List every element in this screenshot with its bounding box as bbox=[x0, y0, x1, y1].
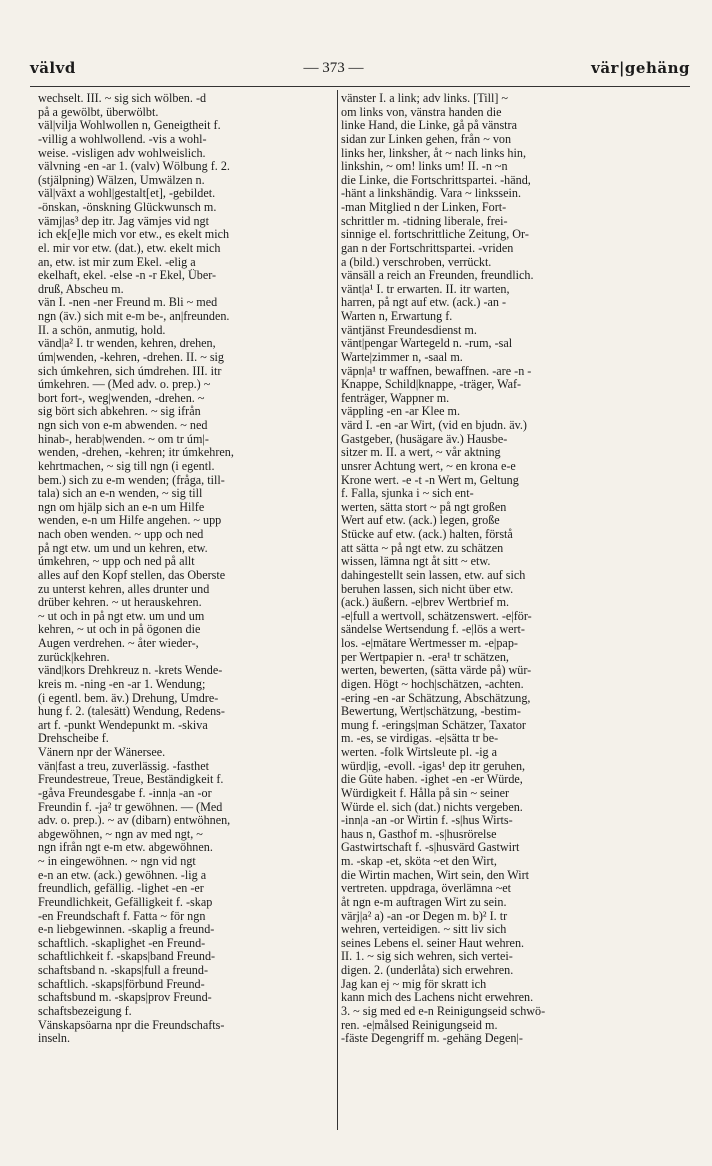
left-column bbox=[38, 92, 332, 1130]
entry-line: Wert auf etw. (ack.) legen, große bbox=[341, 514, 500, 528]
entry-line: sändelse Wertsendung f. -e|lös a wert- bbox=[341, 623, 525, 637]
entry-line: wenden, -drehen, -kehren; itr úmkehren, bbox=[38, 446, 234, 460]
entry-line: II. a schön, anmutig, hold. bbox=[38, 323, 166, 337]
entry-line: úm|wenden, -kehren, -drehen. II. ~ sig bbox=[38, 350, 224, 364]
entry-line: Vänskapsöarna npr die Freundschafts- bbox=[38, 1018, 225, 1032]
entry-line: adv. o. prep.). ~ av (dibarn) entwöhnen, bbox=[38, 814, 231, 828]
entry-line: nach oben wenden. ~ upp och ned bbox=[38, 528, 204, 541]
entry-line: Gastgeber, (husägare äv.) Hausbe- bbox=[341, 432, 508, 446]
entry-line: -hänt a linkshändig. Vara ~ linkssein. bbox=[341, 187, 521, 201]
entry-line: per Wertpapier n. -era¹ tr schätzen, bbox=[341, 650, 509, 664]
entry-line: åt ngn e-m auftragen Wirt zu sein. bbox=[341, 895, 507, 909]
entry-line: ren. -e|målsed Reinigungseid m. bbox=[341, 1018, 498, 1032]
entry-line: Warte|zimmer n, -saal m. bbox=[341, 350, 463, 364]
entry-line: värd I. -en -ar Wirt, (vid en bjudn. äv.) bbox=[341, 419, 527, 432]
entry-line: -önskan, -önskning Glückwunsch m. bbox=[38, 201, 217, 214]
entry-line: ngn (äv.) sich mit e-m be-, an|freunden. bbox=[38, 310, 230, 323]
entry-line: ich ek[e]le mich vor etw., es ekelt mich bbox=[38, 228, 230, 242]
entry-line: art f. -punkt Wendepunkt m. -skiva bbox=[38, 718, 208, 732]
entry-line: -villig a wohlwollend. -vis a wohl- bbox=[38, 132, 207, 146]
entry-line: bort fort-, weg|wenden, -drehen. ~ bbox=[38, 391, 205, 405]
entry-line: kreis m. -ning -en -ar 1. Wendung; bbox=[38, 677, 206, 691]
entry-line: die Linke, die Fortschrittspartei. -händ, bbox=[341, 173, 531, 187]
entry-line: -fäste Degengriff m. -gehäng Degen|- bbox=[341, 1032, 523, 1046]
entry-line: beruhen lassen, sich nicht über etw. bbox=[341, 582, 514, 596]
entry-line: ~ ut och in på ngt etw. um und um bbox=[38, 609, 205, 623]
entry-line: werten. -folk Wirtsleute pl. -ig a bbox=[341, 746, 498, 759]
entry-line: Jag kan ej ~ mig för skratt ich bbox=[341, 977, 487, 991]
entry-line: vänd|a² I. tr wenden, kehren, drehen, bbox=[38, 337, 216, 351]
entry-line: hinab-, herab|wenden. ~ om tr úm|- bbox=[38, 432, 209, 446]
entry-line: gan n der Fortschrittspartei. -vriden bbox=[341, 241, 514, 255]
entry-line: vämj|as³ dep itr. Jag vämjes vid ngt bbox=[38, 214, 209, 228]
entry-line: Freundlichkeit, Gefälligkeit f. -skap bbox=[38, 895, 213, 909]
entry-line: vänster I. a link; adv links. [Till] ~ bbox=[341, 92, 508, 105]
entry-line: wenden, e-n um Hilfe angehen. ~ upp bbox=[38, 514, 222, 528]
entry-line: f. Falla, sjunka i ~ sich ent- bbox=[341, 487, 474, 501]
entry-line: druß, Abscheu m. bbox=[38, 282, 124, 296]
entry-line: Knappe, Schild|knappe, -träger, Waf- bbox=[341, 378, 522, 392]
entry-line: linkshin, ~ om! links um! II. -n ~n bbox=[341, 160, 508, 174]
entry-line: harren, på ngt auf etw. (ack.) -an - bbox=[341, 296, 507, 310]
entry-line: Gastwirtschaft f. -s|husvärd Gastwirt bbox=[341, 841, 520, 855]
entry-line: schaftsband n. -skaps|full a freund- bbox=[38, 964, 208, 977]
entry-line: wissen, lämna ngt åt sitt ~ etw. bbox=[341, 555, 491, 569]
entry-line: sidan zur Linken gehen, från ~ von bbox=[341, 132, 512, 146]
entry-line: werten, bewerten, (sätta värde på) wür- bbox=[341, 664, 532, 678]
entry-line: Vänern npr der Wänersee. bbox=[38, 746, 166, 759]
entry-line: seines Lebens el. seiner Haut wehren. bbox=[341, 936, 525, 950]
entry-line: Warten n, Erwartung f. bbox=[341, 310, 453, 323]
entry-line: sig bört sich abkehren. ~ sig ifrån bbox=[38, 405, 201, 419]
entry-line: sitzer m. II. a wert, ~ vår aktning bbox=[341, 446, 501, 460]
entry-line: Augen verdrehen. ~ åter wieder-, bbox=[38, 637, 199, 650]
entry-line: weise. -visligen adv wohlweislich. bbox=[38, 146, 206, 160]
entry-line: väl|vilja Wohlwollen n, Geneigtheit f. bbox=[38, 119, 221, 133]
entry-line: links her, linksher, åt ~ nach links hin, bbox=[341, 146, 526, 160]
entry-line: kehrtmachen, ~ sig till ngn (i egentl. bbox=[38, 459, 215, 473]
entry-line: Würde el. sich (dat.) nichts vergeben. bbox=[341, 800, 523, 814]
entry-line: (ack.) äußern. -e|brev Wertbrief m. bbox=[341, 596, 510, 610]
entry-line: schrittler m. -tidning liberale, frei- bbox=[341, 214, 508, 228]
header-rule bbox=[30, 86, 690, 87]
entry-line: die Güte haben. -ighet -en -er Würde, bbox=[341, 773, 523, 787]
entry-line: schaftlichkeit f. -skaps|band Freund- bbox=[38, 950, 216, 964]
entry-line: hung f. 2. (talesätt) Wendung, Redens- bbox=[38, 705, 225, 719]
entry-line: Drehscheibe f. bbox=[38, 732, 109, 746]
entry-line: e-n an etw. (ack.) gewöhnen. -lig a bbox=[38, 868, 207, 882]
entry-line: Bewertung, Wert|schätzung, -bestim- bbox=[341, 705, 521, 719]
column-divider bbox=[337, 90, 338, 1130]
entry-line: på a gewölbt, überwölbt. bbox=[38, 105, 159, 119]
entry-line: välvning -en -ar 1. (valv) Wölbung f. 2. bbox=[38, 160, 230, 174]
entry-line: Krone wert. -e -t -n Wert m, Geltung bbox=[341, 473, 519, 487]
entry-line: zurück|kehren. bbox=[38, 650, 110, 664]
entry-line: vän I. -nen -ner Freund m. Bli ~ med bbox=[38, 296, 218, 310]
entry-line: schaftlich. -skaps|förbund Freund- bbox=[38, 977, 205, 991]
entry-line: el. mir vor etw. (dat.), etw. ekelt mich bbox=[38, 241, 221, 255]
entry-line: linke Hand, die Linke, gå på vänstra bbox=[341, 119, 517, 133]
entry-line: -ering -en -ar Schätzung, Abschätzung, bbox=[341, 691, 531, 705]
entry-line: úmkehren, ~ upp och ned på allt bbox=[38, 555, 195, 569]
entry-line: väntjänst Freundesdienst m. bbox=[341, 323, 477, 337]
entry-line: (stjälpning) Wälzen, Umwälzen n. bbox=[38, 173, 205, 187]
entry-line: inseln. bbox=[38, 1032, 71, 1046]
entry-line: fenträger, Wappner m. bbox=[341, 391, 450, 405]
entry-line: digen. Högt ~ hoch|schätzen, -achten. bbox=[341, 677, 524, 691]
entry-line: unsrer Achtung wert, ~ en krona e-e bbox=[341, 459, 516, 473]
entry-line: e-n liebgewinnen. -skaplig a freund- bbox=[38, 923, 215, 937]
entry-line: -inn|a -an -or Wirtin f. -s|hus Wirts- bbox=[341, 814, 513, 828]
entry-line: (i egentl. bem. äv.) Drehung, Umdre- bbox=[38, 691, 219, 705]
entry-line: vän|fast a treu, zuverlässig. -fasthet bbox=[38, 759, 209, 773]
entry-line: dahingestellt sein lassen, etw. auf sich bbox=[341, 568, 526, 582]
entry-line: värj|a² a) -an -or Degen m. b)² I. tr bbox=[341, 909, 508, 923]
entry-line: m. -skap -et, sköta ~et den Wirt, bbox=[341, 855, 497, 868]
entry-line: haus n, Gasthof m. -s|husrörelse bbox=[341, 827, 497, 841]
entry-line: vänd|kors Drehkreuz n. -krets Wende- bbox=[38, 664, 223, 678]
entry-line: werten, sätta stort ~ på ngt großen bbox=[341, 500, 507, 514]
entry-line: würd|ig, -evoll. -igas¹ dep itr geruhen, bbox=[341, 759, 526, 773]
entry-line: ngn ifrån ngt e-m etw. abgewöhnen. bbox=[38, 841, 213, 855]
page-header bbox=[30, 56, 690, 80]
entry-line: sich úmkehren, sich úmdrehen. III. itr bbox=[38, 364, 222, 378]
entry-line: tala) sich an e-n wenden, ~ sig till bbox=[38, 487, 203, 501]
entry-line: zu unterst kehren, alles drunter und bbox=[38, 582, 210, 596]
entry-line: drüber kehren. ~ ut herauskehren. bbox=[38, 596, 202, 610]
entry-line: vänt|pengar Wartegeld n. -rum, -sal bbox=[341, 337, 513, 351]
entry-line: II. 1. ~ sig sich wehren, sich vertei- bbox=[341, 950, 513, 964]
entry-line: freundlich, gefällig. -lighet -en -er bbox=[38, 882, 204, 896]
entry-line: väppling -en -ar Klee m. bbox=[341, 405, 460, 419]
entry-line: sinnige el. fortschrittliche Zeitung, Or- bbox=[341, 228, 529, 242]
entry-line: att sätta ~ på ngt etw. zu schätzen bbox=[341, 541, 504, 555]
entry-line: Freundestreue, Treue, Beständigkeit f. bbox=[38, 773, 224, 787]
entry-line: på ngt etw. um und un kehren, etw. bbox=[38, 541, 208, 555]
entry-line: schaftsbund m. -skaps|prov Freund- bbox=[38, 991, 212, 1005]
entry-line: wehren, verteidigen. ~ sitt liv sich bbox=[341, 923, 507, 937]
entry-line: vertreten. uppdraga, överlämna ~et bbox=[341, 882, 512, 896]
entry-line: ngn sich von e-m abwenden. ~ ned bbox=[38, 419, 208, 432]
entry-line: -en Freundschaft f. Fatta ~ för ngn bbox=[38, 909, 206, 923]
entry-line: -gåva Freundesgabe f. -inn|a -an -or bbox=[38, 786, 212, 800]
entry-line: väl|växt a wohl|gestalt[et], -gebildet. bbox=[38, 187, 216, 201]
entry-line: vänt|a¹ I. tr erwarten. II. itr warten, bbox=[341, 282, 510, 296]
entry-line: digen. 2. (underlåta) sich erwehren. bbox=[341, 964, 514, 977]
entry-line: ngn om hjälp sich an e-n um Hilfe bbox=[38, 500, 205, 514]
entry-line: ~ in eingewöhnen. ~ ngn vid ngt bbox=[38, 855, 196, 868]
entry-line: kann mich des Lachens nicht erwehren. bbox=[341, 991, 534, 1005]
entry-line: die Wirtin machen, Wirt sein, den Wirt bbox=[341, 868, 530, 882]
entry-line: m. -es, se virdigas. -e|sätta tr be- bbox=[341, 732, 499, 746]
entry-line: om links von, vänstra handen die bbox=[341, 105, 502, 119]
entry-line: Freundin f. -ja² tr gewöhnen. — (Med bbox=[38, 800, 223, 814]
entry-line: ekelhaft, ekel. -else -n -r Ekel, Über- bbox=[38, 269, 217, 283]
entry-line: a (bild.) verschroben, verrückt. bbox=[341, 255, 492, 269]
entry-line: Würdigkeit f. Hålla på sin ~ seiner bbox=[341, 786, 510, 800]
header-right-guideword: vär|gehäng bbox=[591, 59, 690, 77]
entry-line: alles auf den Kopf stellen, das Oberste bbox=[38, 568, 226, 582]
entry-line: los. -e|mätare Wertmesser m. -e|pap- bbox=[341, 637, 518, 650]
entry-line: Stücke auf etw. (ack.) halten, förstå bbox=[341, 528, 513, 541]
entry-line: -man Mitglied n der Linken, Fort- bbox=[341, 201, 507, 214]
entry-line: mung f. -erings|man Schätzer, Taxator bbox=[341, 718, 526, 732]
header-left-guideword: välvd bbox=[30, 59, 76, 77]
entry-line: schaftlich. -skaplighet -en Freund- bbox=[38, 936, 206, 950]
entry-line: kehren, ~ ut och in på ögonen die bbox=[38, 623, 201, 637]
entry-line: väpn|a¹ tr waffnen, bewaffnen. -are -n - bbox=[341, 364, 532, 378]
entry-line: wechselt. III. ~ sig sich wölben. -d bbox=[38, 92, 207, 105]
entry-line: 3. ~ sig med ed e-n Reinigungseid schwö- bbox=[341, 1004, 546, 1018]
entry-line: úmkehren. — (Med adv. o. prep.) ~ bbox=[38, 378, 211, 392]
entry-line: -e|full a wertvoll, schätzenswert. -e|för- bbox=[341, 609, 532, 623]
entry-line: bem.) sich zu e-m wenden; (fråga, till- bbox=[38, 473, 225, 487]
entry-line: abgewöhnen, ~ ngn av med ngt, ~ bbox=[38, 827, 203, 841]
page-number: — 373 — bbox=[303, 59, 364, 76]
entry-line: an, etw. ist mir zum Ekel. -elig a bbox=[38, 255, 196, 269]
right-column bbox=[341, 92, 696, 1130]
entry-line: schaftsbezeigung f. bbox=[38, 1004, 132, 1018]
entry-line: vänsäll a reich an Freunden, freundlich. bbox=[341, 269, 534, 283]
